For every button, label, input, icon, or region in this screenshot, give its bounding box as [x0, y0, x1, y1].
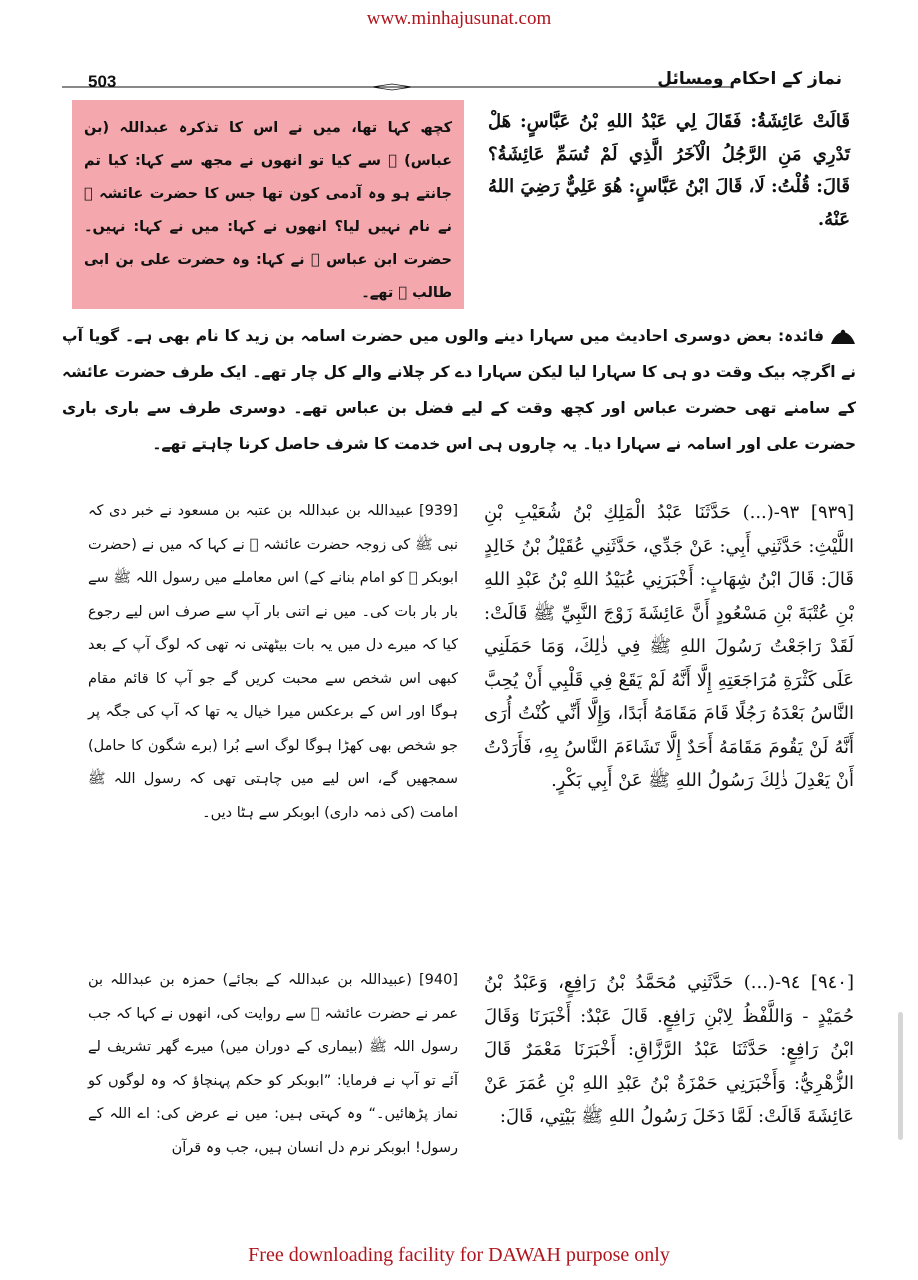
hadith-940-urdu: [940] (عبیداللہ بن عبداللہ کے بجائے) حمزہ بن عبداللہ بن عمر نے حضرت عائشہ ﷞ سے روایت کی، انھوں نے کہا کہ جب رسول اللہ ﷺ (بیماری کے دوران میں) میرے گھر تشریف لے آئے تو آپ نے فرمایا: ”ابوبکر کو حکم پہنچاؤ کہ وہ لوگوں کو نماز پڑھائیں۔“ وہ کہتی ہیں: میں نے عرض کی: اے اللہ کے رسول! ابوبکر نرم دل انسان ہیں، جب وہ قرآن: [88, 972, 458, 1156]
hadith-940-arabic: [٩٤٠] ٩٤-(...) حَدَّثَنِي مُحَمَّدُ بْنُ رَافِعٍ، وَعَبْدُ بْنُ حُمَيْدٍ - وَاللَّفْظُ لِابْنِ رَافِعٍ. قَالَ عَبْدٌ: أَخْبَرَنَا وَقَالَ ابْنُ رَافِعٍ: حَدَّثَنَا عَبْدُ الرَّزَّاقِ: أَخْبَرَنَا مَعْمَرٌ قَالَ الزُّهْرِيُّ: وَأَخْبَرَنِي حَمْزَةُ بْنُ عَبْدِ اللهِ بْنِ عُمَرَ عَنْ عَائِشَةَ قَالَتْ: لَمَّا دَخَلَ رَسُولُ اللهِ ﷺ بَيْتِي، قَالَ:: [484, 972, 854, 1127]
header-rule: [62, 83, 732, 91]
fawaid-note: [62, 318, 856, 462]
arabic-text-top: قَالَتْ عَائِشَةُ: فَقَالَ لِي عَبْدُ اللهِ بْنُ عَبَّاسٍ: هَلْ تَدْرِي مَنِ الرَّجُلُ الْآخَرُ الَّذِي لَمْ تُسَمِّ عَائِشَةُ؟ قَالَ: قُلْتُ: لَا، قَالَ ابْنُ عَبَّاسٍ: هُوَ عَلِيٌّ رَضِيَ اللهُ عَنْهُ.: [488, 111, 850, 230]
site-url: www.minhajusunat.com: [366, 8, 552, 29]
highlighted-translation: [72, 100, 464, 309]
hadith-939-arabic: [٩٣٩] ٩٣-(...) حَدَّثَنَا عَبْدُ الْمَلِكِ بْنُ شُعَيْبِ بْنِ اللَّيْثِ: حَدَّثَنِي أَبِي: عَنْ جَدِّي، حَدَّثَنِي عُقَيْلُ بْنُ خَالِدٍ قَالَ: قَالَ ابْنُ شِهَابٍ: أَخْبَرَنِي عُبَيْدُ اللهِ بْنُ عَبْدِ اللهِ بْنِ عُتْبَةَ بْنِ مَسْعُودٍ أَنَّ عَائِشَةَ زَوْجَ النَّبِيِّ ﷺ قَالَتْ: لَقَدْ رَاجَعْتُ رَسُولَ اللهِ ﷺ فِي ذٰلِكَ، وَمَا حَمَلَنِي عَلَى كَثْرَةِ مُرَاجَعَتِهِ إِلَّا أَنَّهُ لَمْ يَقَعْ فِي قَلْبِي أَنْ يُحِبَّ النَّاسُ بَعْدَهُ رَجُلًا قَامَ مَقَامَهُ أَبَدًا، وَإِلَّا أَنِّي كُنْتُ أُرَى أَنَّهُ لَنْ يَقُومَ مَقَامَهُ أَحَدٌ إِلَّا تَشَاءَمَ النَّاسُ بِهِ، فَأَرَدْتُ أَنْ يَعْدِلَ ذٰلِكَ رَسُولُ اللهِ ﷺ عَنْ أَبِي بَكْرٍ.: [484, 502, 854, 791]
page-number: 503: [88, 72, 117, 91]
fawaid-text: فائدہ: بعض دوسری احادیث میں سہارا دینے والوں میں حضرت اسامہ بن زید کا نام بھی ہے۔ گویا آپ نے اگرچہ بیک وقت دو ہی کا سہارا لیا لیکن سہارا دے کر چلانے والے کل چار تھے۔ ایک طرف حضرت عائشہ کے سامنے تھی حضرت عباس اور کچھ وقت کے لیے فضل بن عباس تھے۔ دوسری طرف سے باری باری حضرت علی اور اسامہ نے سہارا دیا۔ یہ چاروں ہی اس خدمت کا شرف حاصل کرنا چاہتے تھے۔: [62, 327, 856, 453]
fawaid-icon: [830, 329, 856, 345]
highlight-urdu-text: کچھ کہا تھا، میں نے اس کا تذکرہ عبداللہ (بن عباس) ﷜ سے کیا تو انھوں نے مجھ سے کہا: کیا تم جانتے ہو وہ آدمی کون تھا جس کا حضرت عائشہ ﷞ نے نام نہیں لیا؟ انھوں نے کہا: میں نے کہا: نہیں۔ حضرت ابن عباس ﷜ نے کہا: وہ حضرت علی بن ابی طالب ﷜ تھے۔: [84, 120, 452, 301]
footer-note: Free downloading facility for DAWAH purpose only: [248, 1244, 670, 1266]
hadith-939-urdu: [939] عبیداللہ بن عبداللہ بن عتبہ بن مسعود نے خبر دی کہ نبی ﷺ کی زوجہ حضرت عائشہ ﷞ نے کہا کہ میں نے (حضرت ابوبکر ﷜ کو امام بنانے کے) اس معاملے میں رسول اللہ ﷺ سے بار بار بات کی۔ میں نے اتنی بار آپ سے صرف اس لیے رجوع کیا کہ میرے دل میں یہ بات بیٹھتی نہ تھی کہ لوگ آپ کے بعد کبھی اس شخص سے محبت کریں گے جو آپ کا قائم مقام ہوگا اور اس کے برعکس میرا خیال یہ تھا کہ آپ کی جگہ پر جو شخص بھی کھڑا ہوگا لوگ اسے بُرا (برے شگون کا حامل) سمجھیں گے، اس لیے میں چاہتی تھی کہ رسول اللہ ﷺ امامت (کی ذمہ داری) ابوبکر سے ہٹا دیں۔: [88, 503, 458, 821]
scrollbar[interactable]: [898, 1012, 903, 1140]
chapter-title: نماز کے احکام ومسائل: [657, 69, 842, 89]
